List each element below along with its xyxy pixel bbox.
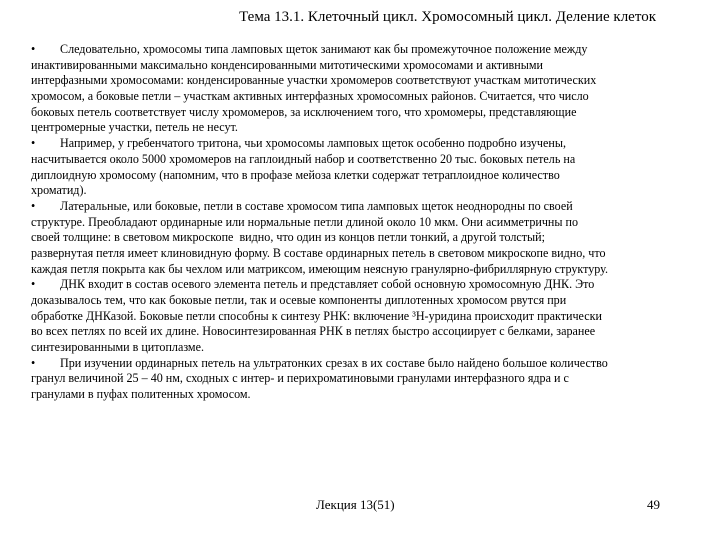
text-line [31,356,711,372]
bullet-point: • [31,355,36,370]
text-line [31,136,711,152]
text-line [31,215,711,231]
line-text: доказывалось тем, что как боковые петли, так и осевые компоненты диплотенных хромосом рвутся при [31,293,567,307]
text-line [31,168,711,184]
text-line [31,58,711,74]
line-text: во всех петлях по всей их длине. Новосинтезированная РНК в петлях быстро ассоциирует с белками, заранее [31,324,596,339]
text-line [31,105,711,121]
line-text: каждая петля покрыта как бы чехлом или матриксом, имеющим неясную гранулярно-фибриллярную структуру. [31,261,609,276]
line-text: ДНК входит в состав осевого элемента петель и представляет собой основную хромосомную ДНК. Это [60,277,595,292]
text-line [31,293,711,309]
line-text: Например, у гребенчатого тритона, чьи хромосомы ламповых щеток особенно подробно изучены, [60,136,566,151]
line-text: Латеральные, или боковые, петли в составе хромосом типа ламповых щеток неоднородны по своей [60,198,573,213]
text-line [31,152,711,168]
line-text: центромерные участки, петель не несут. [31,120,238,135]
bullet-point: • [31,198,36,213]
text-line [31,199,711,215]
line-text: При изучении ординарных петель на ультратонких срезах в их составе было найдено большое количество [60,355,608,370]
text-line [31,324,711,340]
text-line [31,89,711,105]
line-text: интерфазными хромосомами: конденсированные участки хромомеров соответствуют участкам митотических [31,73,597,88]
line-text: обработке ДНКазой. Боковые петли способны к синтезу РНК: включение ³Н-уридина происходит практически [31,308,602,323]
text-line [31,277,711,293]
text-line [31,230,711,246]
text-line [31,387,711,403]
bullet-point: • [31,277,36,292]
footer-page-number: 49 [647,497,660,512]
page-title: Тема 13.1. Клеточный цикл. Хромосомный цикл. Деление клеток [239,9,656,25]
line-text: диплоидную хромосому (напомним, что в профазе мейоза клетки содержат тетраплоидное количество [31,167,560,182]
text-line [31,371,711,387]
text-line [31,120,711,136]
line-text: развернутая петля имеет клиновидную форму. В составе ординарных петель в световом микроскопе видно, что [31,245,606,260]
text-line [31,309,711,325]
line-text: инактивированными максимально конденсированными митотическими хромосомами и активными [31,57,543,72]
line-text: синтезированными в цитоплазме. [31,340,204,355]
text-line [31,42,711,58]
text-line [31,183,711,199]
text-line [31,73,711,89]
bullet-point: • [31,42,36,56]
slide-body [31,42,711,403]
line-text: гранул величиной 25 – 40 нм, сходных с интер- и перихроматиновыми гранулами интерфазного ядра и с [31,371,569,386]
line-text: Следовательно, хромосомы типа ламповых щеток занимают как бы промежуточное положение между [60,42,588,56]
footer-lecture-label: Лекция 13(51) [316,497,395,512]
text-line [31,246,711,262]
line-text: хромосом, а боковые петли – участкам активных интерфазных хромосомных районов. Считается, что число [31,89,589,104]
line-text: гранулами в пуфах политенных хромосом. [31,387,251,402]
line-text: боковых петель соответствует числу хромомеров, за исключением того, что хромомеры, представляющие [31,104,577,119]
line-text: структуре. Преобладают ординарные или нормальные петли длиной около 10 мкм. Они асимметричны по [31,214,579,229]
line-text: насчитывается около 5000 хромомеров на гаплоидный набор и соответственно 20 тыс. боковых петель на [31,151,576,166]
bullet-point: • [31,136,36,151]
text-line [31,262,711,278]
text-line [31,340,711,356]
line-text: хроматид). [31,183,87,198]
line-text: своей толщине: в световом микроскопе видно, что один из концов петли тонкий, а другой толстый; [31,230,545,245]
